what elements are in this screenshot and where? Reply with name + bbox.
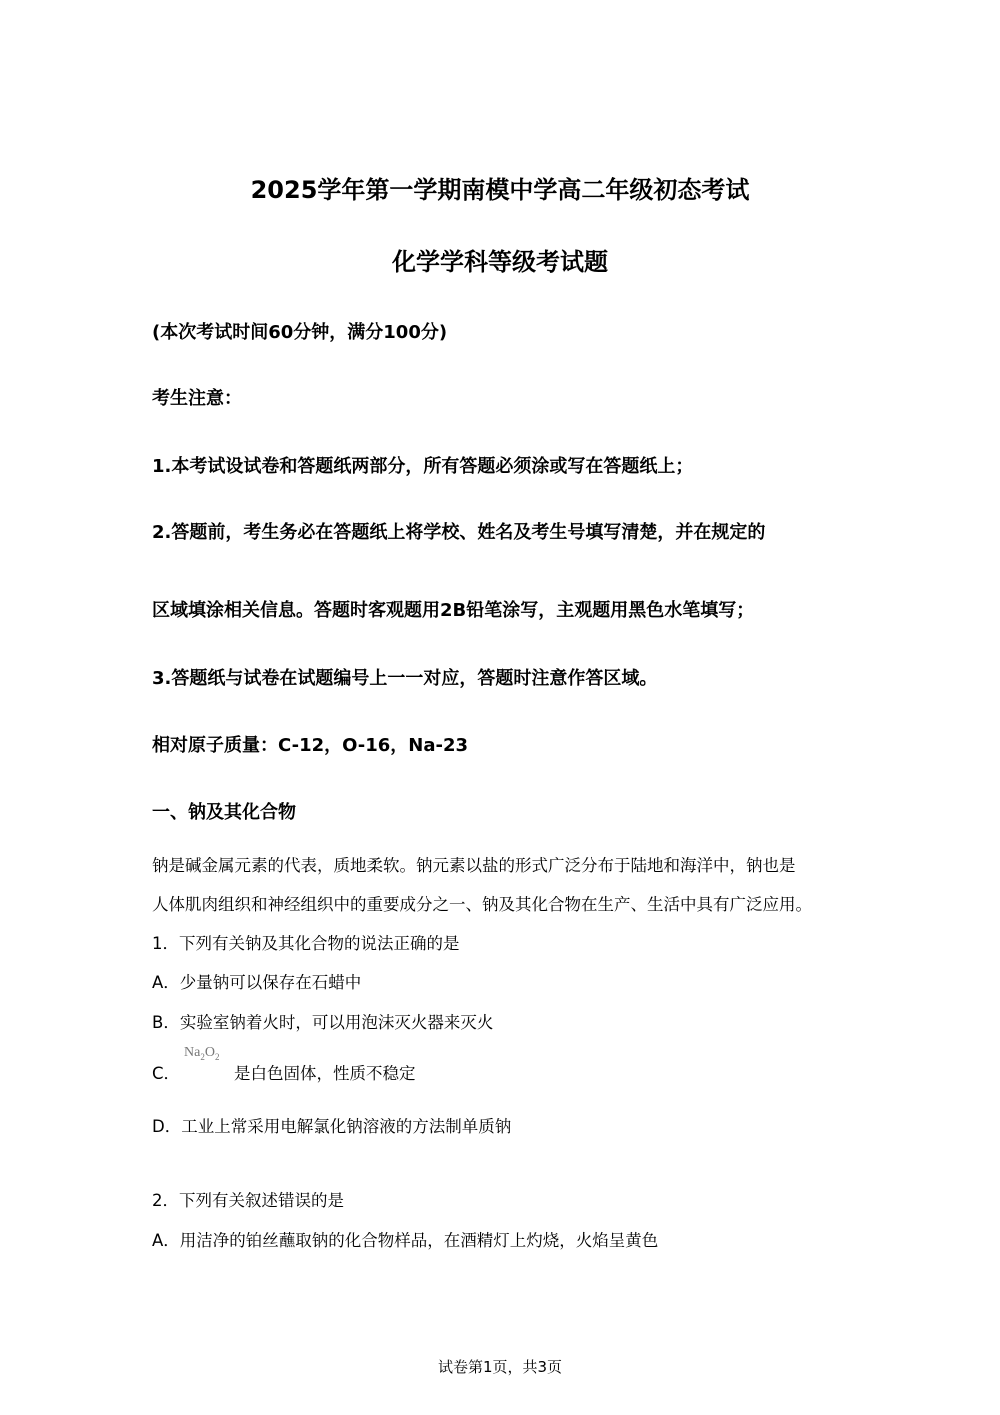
notice-heading: 考生注意： — [152, 388, 242, 409]
question-1-stem: 1．下列有关钠及其化合物的说法正确的是 — [152, 934, 460, 953]
question-2-stem: 2．下列有关叙述错误的是 — [152, 1191, 344, 1210]
exam-subtitle: 化学学科等级考试题 — [392, 248, 608, 276]
notice-item-2-line-1: 2.答题前，考生务必在答题纸上将学校、姓名及考生号填写清楚，并在规定的 — [152, 522, 766, 543]
notice-item-1: 1.本考试设试卷和答题纸两部分，所有答题必须涂或写在答题纸上； — [152, 456, 694, 477]
question-1-option-a: A．少量钠可以保存在石蜡中 — [152, 973, 362, 992]
question-2-option-a: A．用洁净的铂丝蘸取钠的化合物样品，在酒精灯上灼烧，火焰呈黄色 — [152, 1231, 659, 1250]
notice-item-2-line-2: 区域填涂相关信息。答题时客观题用2B铅笔涂写，主观题用黑色水笔填写； — [152, 600, 755, 621]
question-1-option-c-text: 是白色固体，性质不稳定 — [234, 1064, 416, 1083]
section-1-heading: 一、钠及其化合物 — [152, 802, 296, 823]
atomic-mass: 相对原子质量：C-12，O-16，Na-23 — [152, 735, 469, 756]
notice-item-3: 3.答题纸与试卷在试题编号上一一对应，答题时注意作答区域。 — [152, 668, 658, 689]
page-footer: 试卷第1页，共3页 — [437, 1358, 563, 1376]
question-1-option-c-label: C． — [152, 1064, 181, 1083]
exam-title: 2025学年第一学期南模中学高二年级初态考试 — [250, 176, 750, 204]
question-1-option-d: D．工业上常采用电解氯化钠溶液的方法制单质钠 — [152, 1117, 512, 1136]
section-1-intro-line-1: 钠是碱金属元素的代表，质地柔软。钠元素以盐的形式广泛分布于陆地和海洋中，钠也是 — [152, 856, 796, 875]
sodium-peroxide-formula: $Na_2O_2$ — [184, 1045, 220, 1062]
section-1-intro-line-2: 人体肌肉组织和神经组织中的重要成分之一、钠及其化合物在生产、生活中具有广泛应用。 — [152, 895, 812, 914]
exam-duration: (本次考试时间60分钟，满分100分) — [152, 322, 448, 343]
question-1-option-b: B．实验室钠着火时，可以用泡沫灭火器来灭火 — [152, 1013, 494, 1032]
